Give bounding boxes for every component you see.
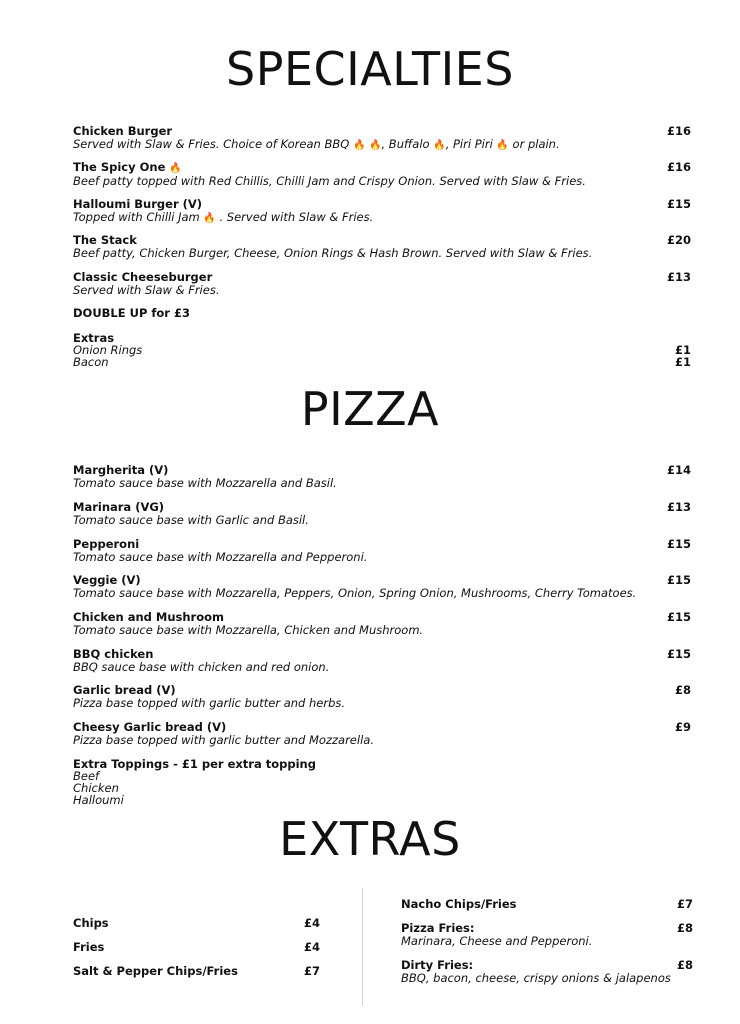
item-description: Tomato sauce base with Garlic and Basil.: [73, 513, 309, 527]
menu-item-cheesy-garlic-bread: [73, 721, 691, 746]
extras-item-chips: [73, 917, 320, 930]
menu-item-veggie: [73, 574, 691, 599]
item-description: BBQ sauce base with chicken and red onion.: [73, 660, 330, 674]
extra-item-name: Bacon: [73, 355, 109, 369]
toppings-title: Extra Toppings - £1 per extra topping: [73, 757, 316, 771]
specialties-heading: SPECIALTIES: [226, 42, 514, 96]
extras-title: Extras: [73, 331, 115, 345]
item-price: £4: [303, 940, 320, 954]
menu-item-classic-cheeseburger: [73, 271, 691, 296]
item-price: £7: [676, 897, 693, 911]
item-description: Served with Slaw & Fries. Choice of Korean BBQ 🔥 🔥, Buffalo 🔥, Piri Piri 🔥 or plain.: [73, 137, 560, 151]
item-description: Tomato sauce base with Mozzarella and Basil.: [73, 476, 337, 490]
item-name: The Stack: [73, 233, 137, 247]
item-name: BBQ chicken: [73, 647, 154, 661]
item-description: Pizza base topped with garlic butter and herbs.: [73, 696, 346, 710]
item-price: £15: [666, 610, 691, 624]
item-description: Tomato sauce base with Mozzarella, Chicken and Mushroom.: [73, 623, 424, 637]
item-price: £14: [666, 463, 691, 477]
item-name: Chicken and Mushroom: [73, 610, 225, 624]
flame-icon: 🔥: [352, 140, 366, 151]
item-description: Topped with Chilli Jam 🔥 . Served with Slaw & Fries.: [73, 210, 374, 224]
menu-item-halloumi-burger: [73, 198, 691, 225]
item-name: Chips: [73, 916, 109, 930]
item-price: £13: [666, 500, 691, 514]
item-price: £16: [666, 160, 691, 174]
extra-item-price: £1: [674, 355, 691, 369]
item-name: The Spicy One 🔥: [73, 160, 182, 174]
item-name: Dirty Fries:: [401, 958, 474, 972]
menu-item-bbq-chicken: [73, 648, 691, 673]
item-description: BBQ, bacon, cheese, crispy onions & jalapenos: [401, 971, 671, 985]
extras-item-fries: [73, 941, 320, 954]
extra-item-name: Onion Rings: [73, 343, 143, 357]
extras-item-pizza-fries: [401, 922, 693, 947]
item-price: £15: [666, 573, 691, 587]
item-name: Chicken Burger: [73, 124, 173, 138]
flame-icon: 🔥: [369, 140, 382, 151]
item-price: £15: [666, 197, 691, 211]
item-description: Served with Slaw & Fries.: [73, 283, 220, 297]
item-price: £9: [674, 720, 691, 734]
item-name: Pizza Fries:: [401, 921, 475, 935]
menu-item-marinara: [73, 501, 691, 526]
item-price: £15: [666, 647, 691, 661]
item-name: Halloumi Burger (V): [73, 197, 203, 211]
item-name: Cheesy Garlic bread (V): [73, 720, 227, 734]
item-price: £13: [666, 270, 691, 284]
item-price: £4: [303, 916, 320, 930]
item-name: Classic Cheeseburger: [73, 270, 213, 284]
topping-item: Beef: [73, 769, 100, 783]
double-up-note: DOUBLE UP for £3: [73, 306, 190, 320]
menu-item-chicken-and-mushroom: [73, 611, 691, 636]
item-price: £8: [676, 921, 693, 935]
menu-item-garlic-bread: [73, 684, 691, 709]
item-price: £15: [666, 537, 691, 551]
item-price: £8: [676, 958, 693, 972]
item-name: Nacho Chips/Fries: [401, 897, 517, 911]
menu-item-pepperoni: [73, 538, 691, 563]
item-description: Tomato sauce base with Mozzarella, Peppers, Onion, Spring Onion, Mushrooms, Cherry Tomatoes.: [73, 586, 637, 600]
extras-item-dirty-fries: [401, 959, 693, 984]
menu-item-margherita: [73, 464, 691, 489]
menu-item-the-spicy-one: [73, 161, 691, 187]
flame-icon: 🔥: [169, 163, 182, 174]
item-name: Pepperoni: [73, 537, 140, 551]
item-name: Margherita (V): [73, 463, 169, 477]
menu-item-the-stack: [73, 234, 691, 259]
item-price: £7: [303, 964, 320, 978]
item-description: Tomato sauce base with Mozzarella and Pepperoni.: [73, 550, 368, 564]
item-name: Fries: [73, 940, 105, 954]
item-description: Pizza base topped with garlic butter and Mozzarella.: [73, 733, 374, 747]
extras-item-nacho: [401, 898, 693, 911]
item-price: £20: [666, 233, 691, 247]
extra-item-price: £1: [674, 343, 691, 357]
column-divider: [362, 888, 363, 1006]
extras-heading: EXTRAS: [279, 812, 461, 866]
item-description: Beef patty topped with Red Chillis, Chilli Jam and Crispy Onion. Served with Slaw & Fries.: [73, 174, 586, 188]
flame-icon: 🔥: [203, 213, 216, 224]
item-name: Salt & Pepper Chips/Fries: [73, 964, 238, 978]
topping-item: Chicken: [73, 781, 119, 795]
item-name: Garlic bread (V): [73, 683, 176, 697]
extra-toppings: [73, 758, 316, 806]
item-description: Marinara, Cheese and Pepperoni.: [401, 934, 593, 948]
item-price: £8: [674, 683, 691, 697]
extras-item-salt-pepper: [73, 965, 320, 978]
topping-item: Halloumi: [73, 793, 124, 807]
item-price: £16: [666, 124, 691, 138]
item-name: Marinara (VG): [73, 500, 165, 514]
item-name: Veggie (V): [73, 573, 141, 587]
item-description: Beef patty, Chicken Burger, Cheese, Onion Rings & Hash Brown. Served with Slaw & Fries.: [73, 246, 593, 260]
menu-item-chicken-burger: [73, 125, 691, 152]
specialties-extras: [73, 332, 142, 368]
pizza-heading: PIZZA: [300, 382, 440, 436]
flame-icon: 🔥: [496, 140, 509, 151]
flame-icon: 🔥: [433, 140, 446, 151]
